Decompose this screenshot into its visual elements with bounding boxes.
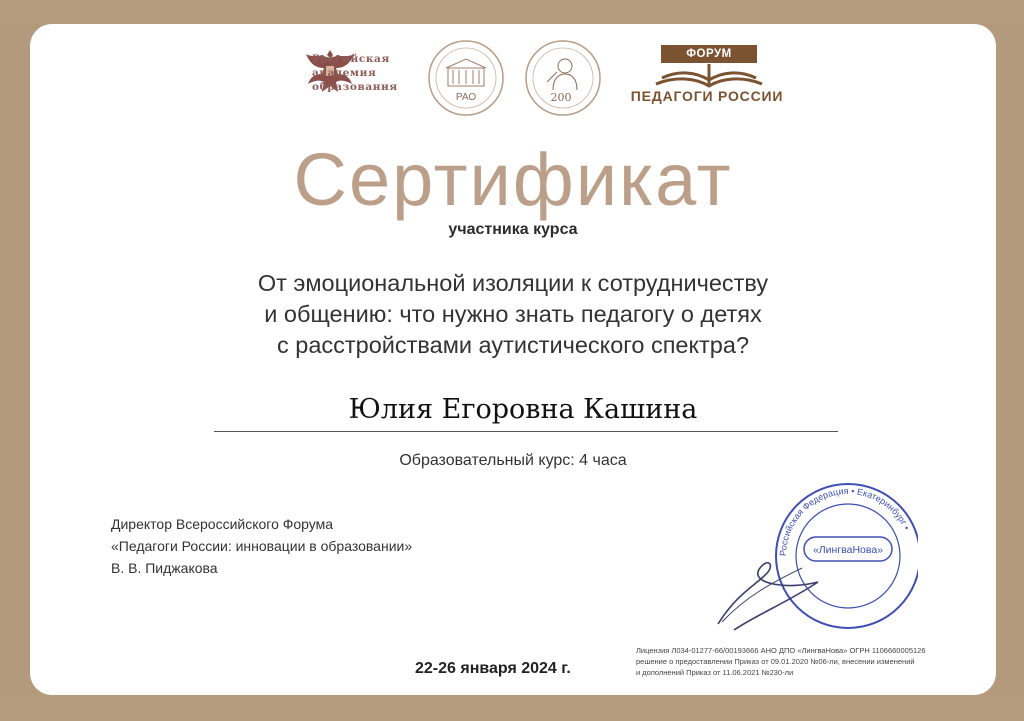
issue-date: 22-26 января 2024 г. — [415, 660, 571, 677]
name-underline — [214, 431, 838, 432]
license-line: Лицензия Л034-01277-66/00193666 АНО ДПО «ЛингваНова» ОГРН 1106660005126 — [636, 646, 926, 655]
top-frame-band — [0, 0, 1024, 24]
director-name: В. В. Пиджакова — [111, 560, 218, 576]
seal-2-label: 200 — [550, 91, 572, 104]
license-line: решение о предоставлении Приказ от 09.01.2020 №06-ли, внесении изменений — [636, 657, 915, 666]
course-title-line: и общению: что нужно знать педагогу о детях — [264, 301, 762, 327]
bicentennial-portrait-seal — [523, 38, 603, 118]
course-title-line: с расстройствами аутистического спектра? — [276, 332, 750, 358]
stamp-ring-text: Российская Федерация • Екатеринбург • — [777, 485, 912, 557]
certificate-card — [30, 24, 996, 695]
forum-logo-subtitle: ПЕДАГОГИ РОССИИ — [630, 88, 784, 104]
participant-name: Юлия Егоровна Кашина — [348, 394, 698, 425]
academy-line: образования — [312, 81, 398, 93]
academy-line: Российская — [312, 53, 390, 65]
course-title-line: От эмоциональной изоляции к сотрудничеству — [257, 270, 769, 296]
license-info — [636, 645, 926, 678]
director-line: Директор Всероссийского Форума — [111, 516, 334, 532]
bottom-frame-band — [0, 695, 1024, 721]
organization-stamp — [698, 472, 918, 642]
academy-wordmark — [312, 52, 398, 94]
course-hours: Образовательный курс: 4 часа — [399, 452, 627, 469]
director-signature-block — [111, 513, 412, 579]
certificate-title: Сертификат — [293, 138, 733, 221]
rao-building-seal — [426, 38, 506, 118]
license-line: и дополнений Приказ от 11.06.2021 №230-ли — [636, 668, 794, 677]
signature-stroke — [718, 563, 818, 630]
forum-logo-word: ФОРУМ — [686, 48, 732, 60]
seal-1-label: РАО — [455, 92, 477, 103]
course-title — [30, 268, 996, 361]
academy-line: академия — [312, 67, 377, 79]
certificate-subtitle: участника курса — [448, 221, 578, 238]
director-line: «Педагоги России: инновации в образовании» — [111, 538, 413, 554]
stamp-center-text: «ЛингваНова» — [812, 544, 884, 556]
